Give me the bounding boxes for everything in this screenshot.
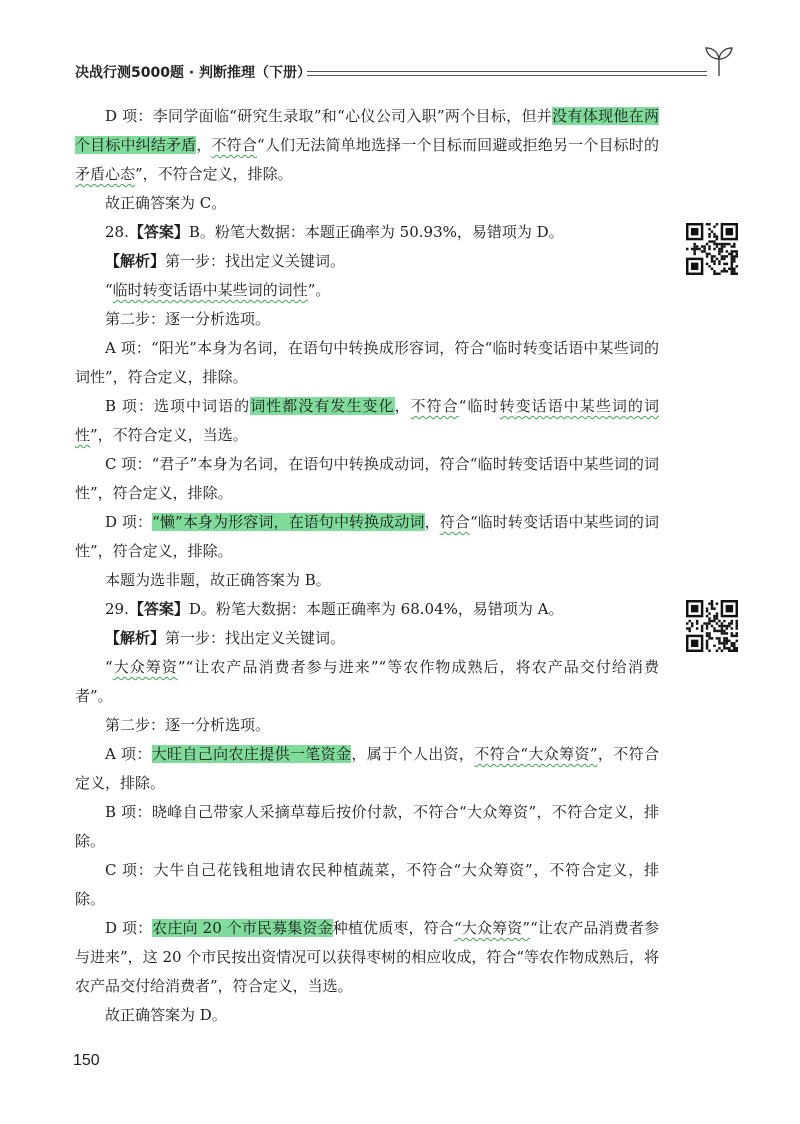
text-run: “临时转变话语中某些词的词性”，符合定义，排除。 [75,513,660,560]
paragraph [75,595,659,624]
text-run: “ [105,281,113,299]
wavy-underlined-text: 转变话语中某些词的词性 [75,397,659,444]
bold-label: 【答案】 [128,600,189,618]
paragraph [75,566,659,595]
text-run: ， [394,397,411,415]
bold-label: 【答案】 [128,223,189,241]
text-run: B 项：晓峰自己带家人采摘草莓后按价付款，不符合“大众筹资”，不符合定义，排除。 [75,803,659,850]
paragraph [75,189,659,218]
paragraph [75,624,659,653]
bold-label: 【解析】 [105,629,166,647]
text-run: 故正确答案为 C。 [105,194,227,212]
paragraph [75,305,659,334]
text-run: 第二步：逐一分析选项。 [105,716,271,734]
wavy-underlined-text: 临时转变话语中某些词的词性 [112,281,308,299]
text-run: “让农产品消费者参与进来”，这 20 个市民按出资情况可以获得枣树的相应收成，符合“等农作物成熟后，将农产品交付给消费者”，符合定义，当选。 [75,919,659,995]
wavy-underlined-text: 不符合“大众筹资” [474,745,598,763]
paragraph [75,247,659,276]
paragraph [75,740,659,798]
answer-explanation-body [75,102,659,1030]
paragraph [75,711,659,740]
highlighted-text: “懒”本身为形容词，在语句中转换成动词 [152,513,425,531]
highlighted-text: 农庄向 20 个市民募集资金 [152,919,333,937]
header-rule [307,71,707,72]
highlighted-text: 大旺自己向农庄提供一笔资金 [151,745,352,763]
text-run: ，属于个人出资， [351,745,475,763]
bold-label: 【解析】 [105,252,166,270]
paragraph [75,508,659,566]
paragraph [75,102,659,189]
text-run: ”，不符合定义，排除。 [135,165,293,183]
text-run: D。粉笔大数据：本题正确率为 68.04%，易错项为 A。 [188,600,564,618]
highlighted-text: 词性都没有发生变化 [250,397,395,415]
text-run: 28. [105,223,129,241]
page-number: 150 [73,1052,100,1069]
text-run: ”“让农产品消费者参与进来”“等农作物成熟后，将农产品交付给消费者”。 [75,658,659,705]
text-run: “ [105,658,113,676]
wavy-underlined-text: 不符合 [211,136,257,154]
text-run: B。粉笔大数据：本题正确率为 50.93%，易错项为 D。 [188,223,564,241]
paragraph [75,856,659,914]
text-run: ， [196,136,212,154]
text-run: 第一步：找出定义关键词。 [165,629,346,647]
paragraph [75,653,659,711]
text-run: 第一步：找出定义关键词。 [165,252,346,270]
text-run: ”。 [307,281,331,299]
qr-code-icon[interactable] [686,223,738,275]
text-run: 本题为选非题，故正确答案为 B。 [105,571,331,589]
paragraph [75,218,659,247]
text-run: ，不符合定义，排除。 [75,745,659,792]
wavy-underlined-text: 矛盾心态 [75,165,136,183]
text-run: B 项：选项中词语的 [105,397,251,415]
highlighted-text: 没有体现他在两个目标中纠结矛盾 [75,107,659,154]
paragraph [75,914,659,1001]
text-run: 种植优质枣，符合 [332,919,454,937]
paragraph [75,1001,659,1030]
paragraph [75,392,659,450]
text-run: A 项： [105,745,152,763]
text-run: D 项：李同学面临“研究生录取”和“心仪公司入职”两个目标，但并 [105,107,553,125]
paragraph [75,798,659,856]
text-run: 故正确答案为 D。 [105,1006,227,1024]
text-run: ”，不符合定义，当选。 [90,426,248,444]
text-run: 29. [105,600,129,618]
text-run: “临时 [458,397,500,415]
text-run: D 项： [105,919,153,937]
text-run: A 项：“阳光”本身为名词，在语句中转换成形容词，符合“临时转变话语中某些词的词性”，符合定义，排除。 [75,339,659,386]
paragraph [75,334,659,392]
running-header [75,58,735,88]
text-run: “人们无法简单地选择一个目标而回避或拒绝另一个目标时的 [257,136,659,154]
wavy-underlined-text: 大众筹资 [112,658,178,676]
sprout-icon [703,44,735,78]
text-run: ， [424,513,440,531]
book-title: 决战行测5000题 · 判断推理（下册） [75,65,312,81]
text-run: 第二步：逐一分析选项。 [105,310,271,328]
qr-code-icon[interactable] [686,600,738,652]
text-run: D 项： [105,513,153,531]
wavy-underlined-text: 符合 [439,513,470,531]
paragraph [75,450,659,508]
text-run: C 项：“君子”本身为名词，在语句中转换成动词，符合“临时转变话语中某些词的词性”，符合定义，排除。 [75,455,659,502]
text-run: C 项：大牛自己花钱租地请农民种植蔬菜，不符合“大众筹资”，不符合定义，排除。 [75,861,659,908]
wavy-underlined-text: “大众筹资” [453,919,531,937]
wavy-underlined-text: 不符合 [410,397,459,415]
paragraph [75,276,659,305]
